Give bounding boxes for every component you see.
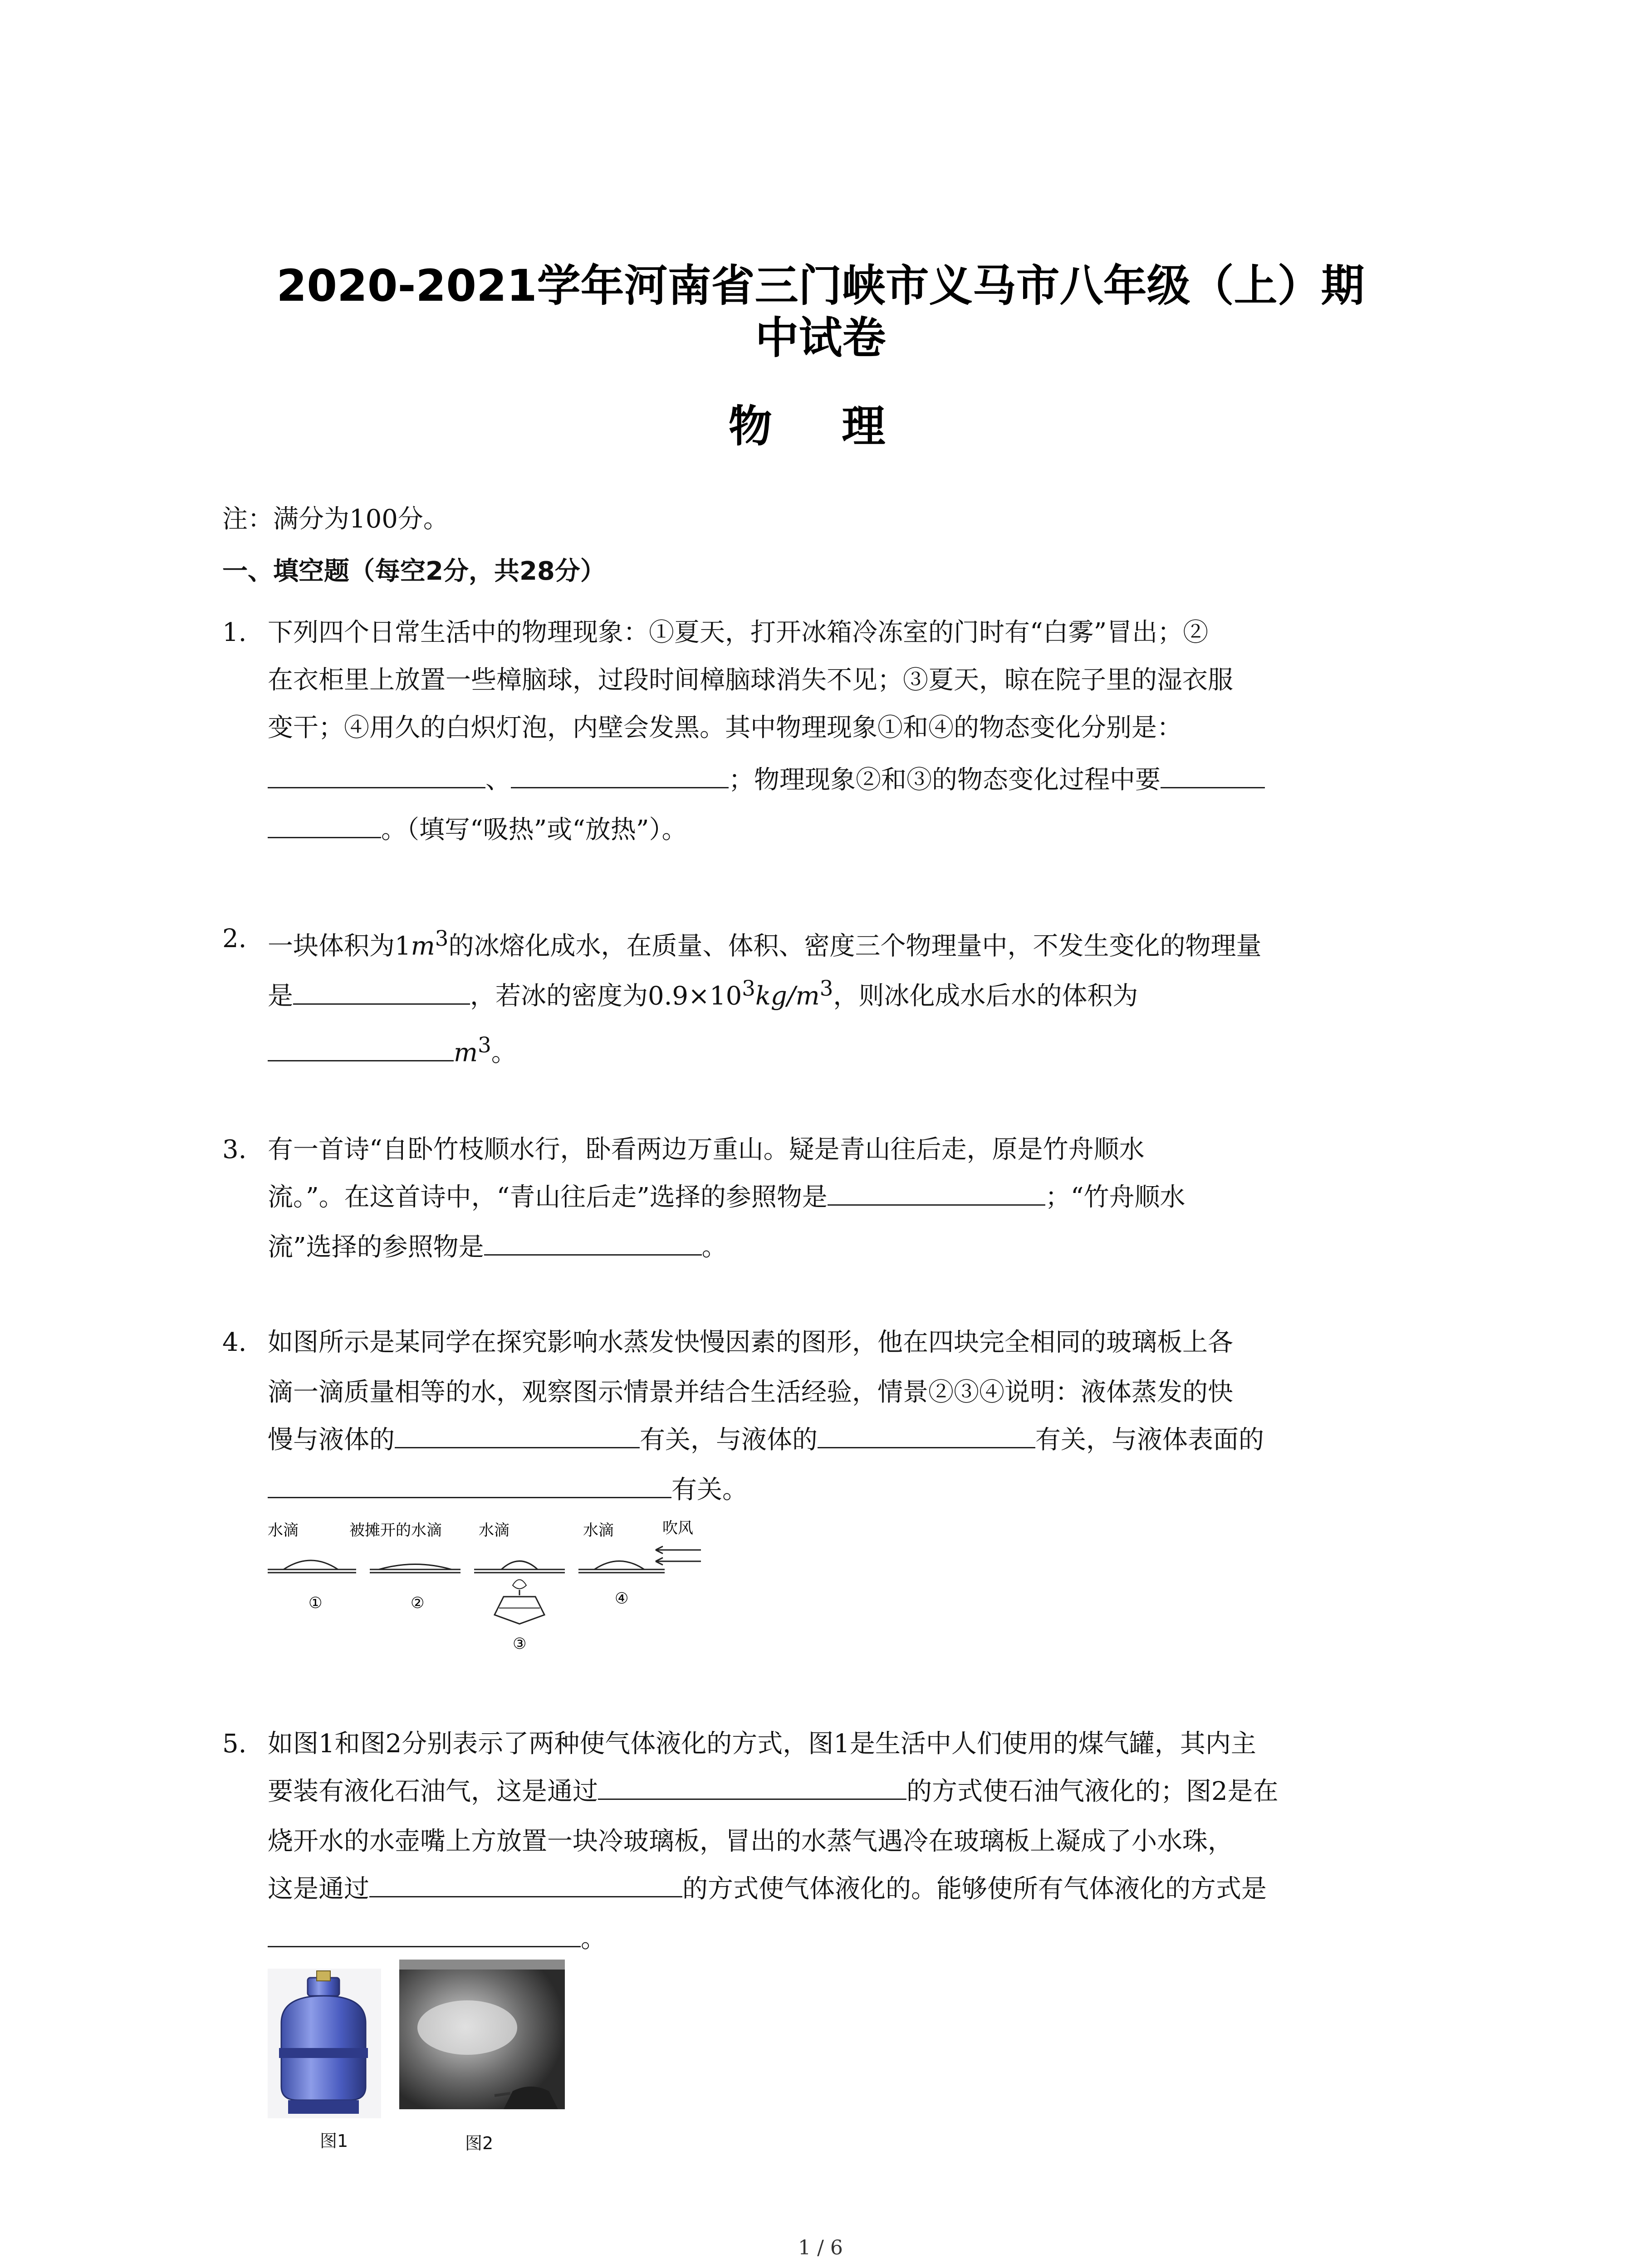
- answer-blank[interactable]: [293, 981, 470, 1005]
- question-number: 2.: [222, 924, 247, 953]
- water-drop-icon: [501, 1561, 538, 1570]
- figure-label-spread-drop: 被摊开的水滴: [349, 1521, 442, 1540]
- scene-number: ②: [411, 1594, 425, 1612]
- section-heading: 一、填空题（每空2分，共28分）: [222, 557, 606, 586]
- answer-blank[interactable]: [511, 764, 729, 788]
- question-text-with-blanks: 这是通过 的方式使气体液化的。能够使所有气体液化的方式是: [268, 1874, 1267, 1904]
- figure-label-water-drop: 水滴: [583, 1521, 614, 1540]
- scene-number: ④: [615, 1589, 629, 1608]
- steam-condensation-image: [399, 1960, 565, 2109]
- question-text: 如图1和图2分别表示了两种使气体液化的方式，图1是生活中人们使用的煤气罐，其内主: [268, 1729, 1256, 1759]
- page-number: 1 / 6: [798, 2236, 843, 2259]
- water-drop-icon: [284, 1560, 338, 1569]
- evaporation-figure: [265, 1517, 719, 1667]
- question-text-with-blanks: 流。”。在这首诗中，“青山往后走”选择的参照物是 ；“竹舟顺水: [268, 1183, 1185, 1212]
- question-text: 有一首诗“自卧竹枝顺水行，卧看两边万重山。疑是青山往后走，原是竹舟顺水: [268, 1135, 1145, 1164]
- question-text-with-blanks: 是 ，若冰的密度为$0.9\times 10^3kg/m^3$，则冰化成水后水的体积为: [268, 977, 1138, 1011]
- figure-label-water-drop: 水滴: [479, 1521, 509, 1540]
- question-number: 4.: [222, 1328, 247, 1357]
- subject-title: 物 理: [728, 401, 913, 452]
- wind-arrows-icon: [656, 1546, 701, 1565]
- question-text: 变干；④用久的白炽灯泡，内壁会发黑。其中物理现象①和④的物态变化分别是：: [268, 713, 1182, 743]
- question-text: 烧开水的水壶嘴上方放置一块冷玻璃板，冒出的水蒸气遇冷在玻璃板上凝成了小水珠，: [268, 1827, 1233, 1856]
- question-number: 3.: [222, 1135, 247, 1164]
- question-text: 下列四个日常生活中的物理现象：①夏天，打开冰箱冷冻室的门时有“白雾”冒出；②: [268, 618, 1209, 647]
- answer-blank[interactable]: [395, 1424, 640, 1448]
- question-number: 1.: [222, 618, 247, 647]
- question-text-with-blanks: 要装有液化石油气，这是通过 的方式使石油气液化的；图2是在: [268, 1777, 1279, 1806]
- figure-1-caption: 图1: [320, 2131, 348, 2151]
- scene-number: ③: [513, 1635, 527, 1653]
- question-text-with-blanks: 、 ；物理现象②和③的物态变化过程中要: [268, 764, 1265, 796]
- figure-2-caption: 图2: [465, 2133, 494, 2153]
- answer-blank[interactable]: [268, 814, 381, 838]
- score-note: 注：满分为100分。: [222, 504, 449, 534]
- answer-blank[interactable]: [818, 1424, 1035, 1448]
- answer-blank[interactable]: [1161, 764, 1265, 788]
- question-text-with-blanks: 。（填写“吸热”或“放热”）。: [268, 814, 687, 846]
- title-line-2: 中试卷: [755, 313, 886, 363]
- gas-cylinder-image: [268, 1969, 381, 2118]
- answer-blank[interactable]: [369, 1873, 682, 1897]
- question-text-with-blanks: 。: [268, 1923, 606, 1955]
- scene-number: ①: [309, 1594, 323, 1612]
- answer-blank[interactable]: [484, 1232, 702, 1256]
- question-text: 在衣柜里上放置一些樟脑球，过段时间樟脑球消失不见；③夏天，晾在院子里的湿衣服: [268, 665, 1233, 695]
- title-line-1: 2020-2021学年河南省三门峡市义马市八年级（上）期: [276, 260, 1365, 311]
- question-text-with-blanks: 慢与液体的 有关，与液体的 有关，与液体表面的: [268, 1425, 1264, 1455]
- answer-blank[interactable]: [598, 1776, 906, 1800]
- answer-blank[interactable]: [268, 764, 485, 788]
- question-text: 如图所示是某同学在探究影响水蒸发快慢因素的图形，他在四块完全相同的玻璃板上各: [268, 1328, 1233, 1357]
- spread-water-drop-icon: [379, 1564, 451, 1570]
- question-text-with-blanks: 有关。: [268, 1474, 748, 1506]
- water-drop-icon: [594, 1561, 644, 1570]
- question-text: 一块体积为$1m^3$的冰熔化成水，在质量、体积、密度三个物理量中，不发生变化的物理量: [268, 927, 1262, 961]
- question-text-with-blanks: 流”选择的参照物是 。: [268, 1232, 727, 1262]
- answer-blank[interactable]: [268, 1923, 581, 1947]
- question-text-with-blanks: $m^3$。: [268, 1030, 517, 1069]
- question-text: 滴一滴质量相等的水，观察图示情景并结合生活经验，情景②③④说明：液体蒸发的快: [268, 1378, 1233, 1407]
- figure-label-water-drop: 水滴: [268, 1521, 299, 1540]
- question-number: 5.: [222, 1729, 247, 1759]
- alcohol-lamp-icon: [495, 1580, 544, 1624]
- answer-blank[interactable]: [268, 1037, 454, 1061]
- answer-blank[interactable]: [828, 1182, 1045, 1206]
- figure-label-wind: 吹风: [662, 1519, 693, 1537]
- answer-blank[interactable]: [268, 1474, 671, 1498]
